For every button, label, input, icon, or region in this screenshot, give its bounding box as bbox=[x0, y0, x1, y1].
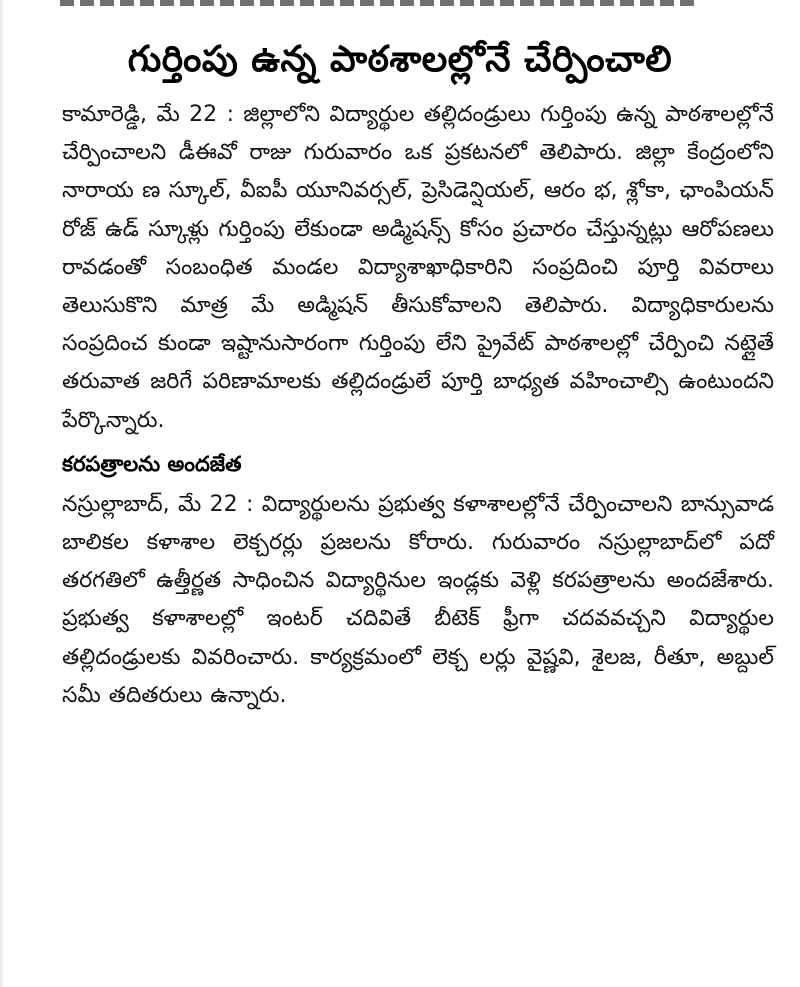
article-paragraph-nasrullabad: నస్రుల్లాబాద్, మే 22 : విద్యార్థులను ప్రభుత్వ కళాశాలల్లోనే చేర్పించాలని బాన్సువాడ బాలికల కళాశాల లెక్చరర్లు ప్రజలను కోరారు. గురువారం నస్రుల్లాబాద్‌లో పదో తరగతిలో ఉత్తీర్ణత సాధించిన విద్యార్థినుల ఇండ్లకు వెళ్లి కరపత్రాలను అందజేశారు. ప్రభుత్వ కళాశాలల్లో ఇంటర్ చదివితే బీటెక్ ఫ్రీగా చదవవచ్చని విద్యార్థుల తల్లిదండ్రులకు వివరించారు. కార్యక్రమంలో లెక్చ లర్లు వైష్ణవి, శైలజ, రీతూ, అబ్దుల్ సమీ తదితరులు ఉన్నారు. bbox=[62, 491, 774, 708]
cropped-previous-line bbox=[60, 0, 740, 8]
article-headline: గుర్తింపు ఉన్న పాఠశాలల్లోనే చేర్పించాలి bbox=[127, 39, 673, 80]
article-body bbox=[62, 96, 774, 715]
cropped-text-fragment bbox=[60, 0, 700, 6]
article-paragraph-kamareddy: కామారెడ్డి, మే 22 : జిల్లాలోని విద్యార్థుల తల్లిదండ్రులు గుర్తింపు ఉన్న పాఠశాలల్లోనే చేర్పించాలని డీఈవో రాజు గురువారం ఒక ప్రకటనలో తెలిపారు. జిల్లా కేంద్రంలోని నారాయ ణ స్కూల్, వీఐపీ యూనివర్సల్, ప్రెసిడెన్షియల్, ఆరం భ, శ్లోకా, ఛాంపియన్ రోజ్ ఉడ్ స్కూళ్లు గుర్తింపు లేకుండా అడ్మిషన్స్ కోసం ప్రచారం చేస్తున్నట్లు ఆరోపణలు రావడంతో సంబంధిత మండల విద్యాశాఖాధికారిని సంప్రదించి పూర్తి వివరాలు తెలుసుకొని మాత్ర మే అడ్మిషన్ తీసుకోవాలని తెలిపారు. విద్యాధికారులను సంప్రదించ కుండా ఇష్టానుసారంగా గుర్తింపు లేని ప్రైవేట్ పాఠశాలల్లో చేర్పించి నట్లైతే తరువాత జరిగే పరిణామాలకు తల్లిదండ్రులే పూర్తి బాధ్యత వహించాల్సి ఉంటుందని పేర్కొన్నారు. bbox=[62, 102, 774, 433]
article-subheading: కరపత్రాలను అందజేత bbox=[62, 451, 242, 476]
clipping-edge-shadow bbox=[0, 0, 4, 987]
